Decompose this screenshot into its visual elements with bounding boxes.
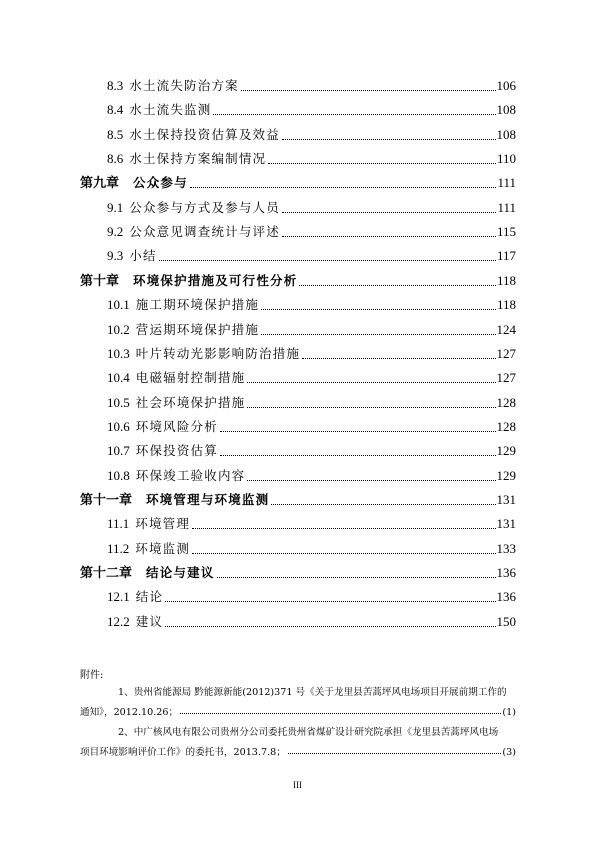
dot-leader [271, 504, 495, 505]
toc-entry-number: 10.2 [107, 321, 130, 337]
toc-entry-title: 公众参与方式及参与人员 [129, 199, 280, 215]
toc-entry-number: 12.1 [107, 589, 130, 605]
toc-entry-page-number: 110 [496, 151, 516, 167]
toc-chapter-entry[interactable] [80, 271, 516, 291]
toc-section-entry[interactable] [107, 100, 516, 120]
toc-entry-page-number: 150 [496, 613, 516, 629]
dot-leader [159, 260, 496, 261]
toc-entry-number: 10.3 [107, 345, 130, 361]
dot-leader [282, 236, 496, 237]
toc-entry-title: 环境保护措施及可行性分析 [133, 272, 298, 288]
toc-entry-title: 环境管理 [135, 516, 191, 532]
toc-section-entry[interactable] [107, 393, 516, 413]
toc-entry-title: 建议 [135, 613, 164, 629]
toc-entry-title: 环境风险分析 [135, 418, 218, 434]
dot-leader [192, 553, 495, 554]
toc-entry-number: 11.1 [107, 516, 130, 532]
dot-leader [220, 455, 496, 456]
toc-entry-page-number: 129 [496, 443, 516, 459]
dot-leader [192, 528, 495, 529]
toc-entry-number: 第十二章 [80, 565, 133, 580]
toc-entry-number: 8.6 [107, 151, 124, 167]
toc-entry-number: 10.4 [107, 370, 130, 386]
toc-entry-page-number: 136 [496, 565, 516, 580]
page-footer-number: III [293, 780, 302, 790]
toc-entry-title: 营运期环境保护措施 [135, 321, 260, 337]
toc-entry-page-number: 108 [496, 126, 516, 142]
toc-entry-number: 8.3 [107, 78, 124, 93]
dot-leader [247, 407, 495, 408]
toc-entry-page-number: 111 [497, 175, 516, 191]
toc-entry-page-number: 117 [496, 248, 516, 264]
dot-leader [190, 187, 497, 188]
toc-entry-page-number: 124 [496, 321, 516, 337]
dot-leader [220, 431, 496, 432]
attachment-2-line2 [80, 744, 516, 758]
dot-leader [282, 139, 496, 140]
dot-leader [217, 577, 496, 578]
toc-entry-page-number: 106 [496, 78, 516, 93]
dot-leader [268, 163, 496, 164]
toc-entry-title: 环保投资估算 [135, 443, 218, 459]
attachment-2-page: (3) [502, 747, 516, 758]
dot-leader [247, 382, 495, 383]
toc-entry-title: 叶片转动光影影响防治措施 [135, 345, 301, 361]
toc-entry-number: 10.6 [107, 418, 130, 434]
attachment-2-text: 2、中广核风电有限公司贵州分公司委托贵州省煤矿设计研究院承担《龙里县苦蒿坪风电场 [118, 727, 499, 738]
toc-entry-number: 9.1 [107, 199, 124, 215]
toc-entry-page-number: 115 [496, 224, 516, 240]
toc-entry-number: 11.2 [107, 540, 130, 556]
toc-section-entry[interactable] [107, 466, 516, 486]
dot-leader [261, 334, 495, 335]
dot-leader [213, 114, 495, 115]
dot-leader [165, 626, 495, 627]
toc-chapter-entry[interactable] [80, 563, 516, 583]
toc-section-entry[interactable] [107, 441, 516, 461]
attachment-2-line1 [118, 724, 516, 738]
toc-entry-title: 环保竣工验收内容 [135, 467, 246, 483]
toc-entry-page-number: 127 [496, 345, 516, 361]
attachment-1-text-cont: 通知》，2012.10.26； [80, 707, 179, 718]
toc-entry-title: 环境监测 [135, 540, 191, 556]
attachment-1-page: (1) [502, 707, 516, 718]
toc-entry-title: 电磁辐射控制措施 [135, 370, 246, 386]
toc-entry-title: 结论与建议 [146, 565, 215, 580]
toc-entry-number: 8.4 [107, 102, 124, 118]
toc-entry-title: 水土流失防治方案 [129, 78, 239, 93]
toc-entry-title: 水土保持方案编制情况 [129, 151, 267, 167]
toc-entry-page-number: 129 [496, 467, 516, 483]
toc-entry-number: 第十章 [80, 272, 120, 288]
toc-section-entry[interactable] [107, 125, 516, 145]
toc-section-entry[interactable] [107, 149, 516, 169]
toc-entry-page-number: 118 [496, 297, 516, 313]
toc-entry-title: 水土保持投资估算及效益 [129, 126, 280, 142]
dot-leader [302, 358, 495, 359]
toc-entry-page-number: 128 [496, 394, 516, 410]
toc-section-entry[interactable] [107, 344, 516, 364]
toc-entry-title: 社会环境保护措施 [135, 394, 246, 410]
toc-entry-title: 公众意见调查统计与评述 [129, 224, 280, 240]
attachment-1-line2 [80, 704, 516, 718]
dot-leader [282, 212, 497, 213]
dot-leader [299, 285, 496, 286]
toc-chapter-entry[interactable] [80, 490, 516, 510]
toc-section-entry[interactable] [107, 612, 516, 632]
toc-section-entry[interactable] [107, 198, 516, 218]
toc-entry-number: 9.3 [107, 248, 124, 264]
toc-section-entry[interactable] [107, 76, 516, 96]
attachment-1-text: 1、贵州省能源局 黔能源新能(2012)371 号《关于龙里县苦蒿坪风电场项目开展前期工作的 [118, 687, 507, 698]
toc-entry-page-number: 136 [496, 589, 516, 605]
dot-leader [180, 713, 501, 714]
toc-entry-number: 10.8 [107, 467, 130, 483]
toc-section-entry[interactable] [107, 222, 516, 242]
toc-entry-title: 施工期环境保护措施 [135, 297, 260, 313]
attachments-label: 附件: [80, 670, 104, 681]
toc-section-entry[interactable] [107, 295, 516, 315]
dot-leader [165, 601, 495, 602]
dot-leader [288, 753, 502, 754]
toc-entry-page-number: 133 [496, 540, 516, 556]
toc-chapter-entry[interactable] [80, 173, 516, 193]
toc-entry-title: 结论 [135, 589, 164, 605]
toc-entry-page-number: 127 [496, 370, 516, 386]
toc-entry-title: 水土流失监测 [129, 102, 212, 118]
toc-entry-number: 12.2 [107, 613, 130, 629]
toc-entry-page-number: 111 [497, 199, 516, 215]
toc-section-entry[interactable] [107, 587, 516, 607]
toc-entry-title: 环境管理与环境监测 [146, 491, 270, 507]
toc-entry-number: 10.5 [107, 394, 130, 410]
toc-entry-page-number: 131 [496, 491, 516, 507]
toc-entry-number: 9.2 [107, 224, 124, 240]
toc-entry-page-number: 128 [496, 418, 516, 434]
toc-section-entry[interactable] [107, 320, 516, 340]
toc-entry-number: 8.5 [107, 126, 124, 142]
toc-entry-title: 公众参与 [133, 175, 188, 191]
toc-section-entry[interactable] [107, 417, 516, 437]
toc-section-entry[interactable] [107, 368, 516, 388]
attachment-2-text-cont: 项目环境影响评价工作》的委托书，2013.7.8； [80, 747, 286, 758]
toc-section-entry[interactable] [107, 246, 516, 266]
toc-entry-number: 10.7 [107, 443, 130, 459]
toc-section-entry[interactable] [107, 514, 516, 534]
dot-leader [241, 90, 496, 91]
toc-entry-page-number: 108 [496, 102, 516, 118]
attachment-1-line1 [118, 684, 516, 698]
dot-leader [247, 480, 495, 481]
toc-entry-number: 第九章 [80, 175, 120, 191]
toc-entry-number: 第十一章 [80, 491, 133, 507]
toc-entry-number: 10.1 [107, 297, 130, 313]
dot-leader [261, 309, 496, 310]
toc-entry-page-number: 131 [496, 516, 516, 532]
toc-entry-page-number: 118 [496, 272, 516, 288]
toc-section-entry[interactable] [107, 539, 516, 559]
toc-entry-title: 小结 [129, 248, 157, 264]
